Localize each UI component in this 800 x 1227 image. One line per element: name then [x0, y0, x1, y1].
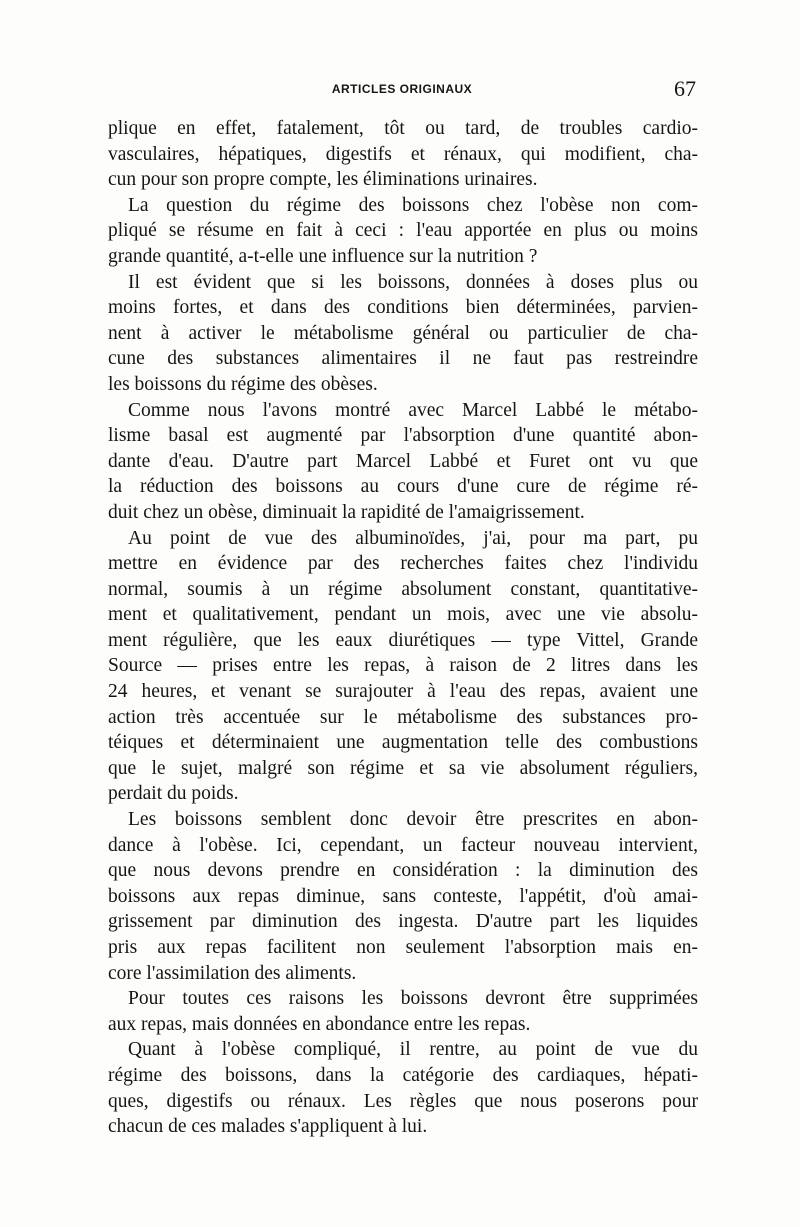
paragraph	[108, 116, 698, 193]
text-line: Pour toutes ces raisons les boissons devront être supprimées	[128, 988, 698, 1010]
text-line: Il est évident que si les boissons, données à doses plus ou	[128, 271, 698, 293]
text-line: action très accentuée sur le métabolisme des substances pro-	[108, 706, 698, 728]
text-line: cune des substances alimentaires il ne faut pas restreindre	[108, 348, 698, 370]
text-line: dance à l'obèse. Ici, cependant, un facteur nouveau intervient,	[108, 834, 698, 856]
text-line: ment et qualitativement, pendant un mois, avec une vie absolu-	[108, 604, 698, 626]
text-line: 24 heures, et venant se surajouter à l'eau des repas, avaient une	[108, 681, 698, 703]
text-line: la réduction des boissons au cours d'une cure de régime ré-	[108, 476, 698, 498]
text-line: ment régulière, que les eaux diurétiques — type Vittel, Grande	[108, 629, 698, 651]
text-line: pliqué se résume en fait à ceci : l'eau apportée en plus ou moins	[108, 220, 698, 242]
text-line: Source — prises entre les repas, à raison de 2 litres dans les	[108, 655, 698, 677]
text-line: aux repas, mais données en abondance entre les repas.	[108, 1013, 531, 1035]
text-line: chacun de ces malades s'appliquent à lui.	[108, 1116, 428, 1138]
text-line: nent à activer le métabolisme général ou particulier de cha-	[108, 322, 698, 344]
text-line: que le sujet, malgré son régime et sa vie absolument réguliers,	[108, 757, 698, 779]
paragraph	[108, 270, 698, 398]
text-line: lisme basal est augmenté par l'absorption d'une quantité abon-	[108, 425, 698, 447]
text-line: cun pour son propre compte, les éliminations urinaires.	[108, 169, 538, 191]
page-header	[108, 78, 696, 102]
running-head: ARTICLES ORIGINAUX	[331, 82, 473, 96]
paragraph	[108, 807, 698, 986]
paragraph	[108, 1037, 698, 1139]
text-line: core l'assimilation des aliments.	[108, 962, 357, 984]
text-line: Quant à l'obèse compliqué, il rentre, au point de vue du	[128, 1039, 698, 1061]
text-line: grande quantité, a-t-elle une influence sur la nutrition ?	[108, 245, 538, 267]
paragraph	[108, 986, 698, 1037]
paragraph	[108, 526, 698, 808]
text-line: ques, digestifs ou rénaux. Les règles que nous poserons pour	[108, 1090, 698, 1112]
text-line: vasculaires, hépatiques, digestifs et rénaux, qui modifient, cha-	[108, 143, 698, 165]
text-line: perdait du poids.	[108, 783, 239, 805]
text-line: Les boissons semblent donc devoir être prescrites en abon-	[128, 809, 698, 831]
text-line: que nous devons prendre en considération : la diminution des	[108, 860, 698, 882]
text-line: Au point de vue des albuminoïdes, j'ai, pour ma part, pu	[128, 527, 698, 549]
paragraph	[108, 193, 698, 270]
text-line: La question du régime des boissons chez l'obèse non com-	[128, 194, 698, 216]
text-line: téiques et déterminaient une augmentation telle des combustions	[108, 732, 698, 754]
text-line: les boissons du régime des obèses.	[108, 373, 378, 395]
text-line: duit chez un obèse, diminuait la rapidité de l'amaigrissement.	[108, 501, 585, 523]
text-line: moins fortes, et dans des conditions bien déterminées, parvien-	[108, 297, 698, 319]
text-line: dante d'eau. D'autre part Marcel Labbé et Furet ont vu que	[108, 450, 698, 472]
text-line: plique en effet, fatalement, tôt ou tard, de troubles cardio-	[108, 118, 698, 139]
body-text	[108, 116, 698, 1140]
text-line: régime des boissons, dans la catégorie des cardiaques, hépati-	[108, 1064, 698, 1086]
text-line: boissons aux repas diminue, sans conteste, l'appétit, d'où amai-	[108, 885, 698, 907]
text-line: normal, soumis à un régime absolument constant, quantitative-	[108, 578, 698, 600]
page-number: 67	[674, 76, 696, 101]
text-line: Comme nous l'avons montré avec Marcel Labbé le métabo-	[128, 399, 698, 421]
text-line: mettre en évidence par des recherches faites chez l'individu	[108, 553, 698, 575]
paragraph	[108, 398, 698, 526]
text-line: grissement par diminution des ingesta. D'autre part les liquides	[108, 911, 698, 933]
text-line: pris aux repas facilitent non seulement l'absorption mais en-	[108, 937, 698, 958]
